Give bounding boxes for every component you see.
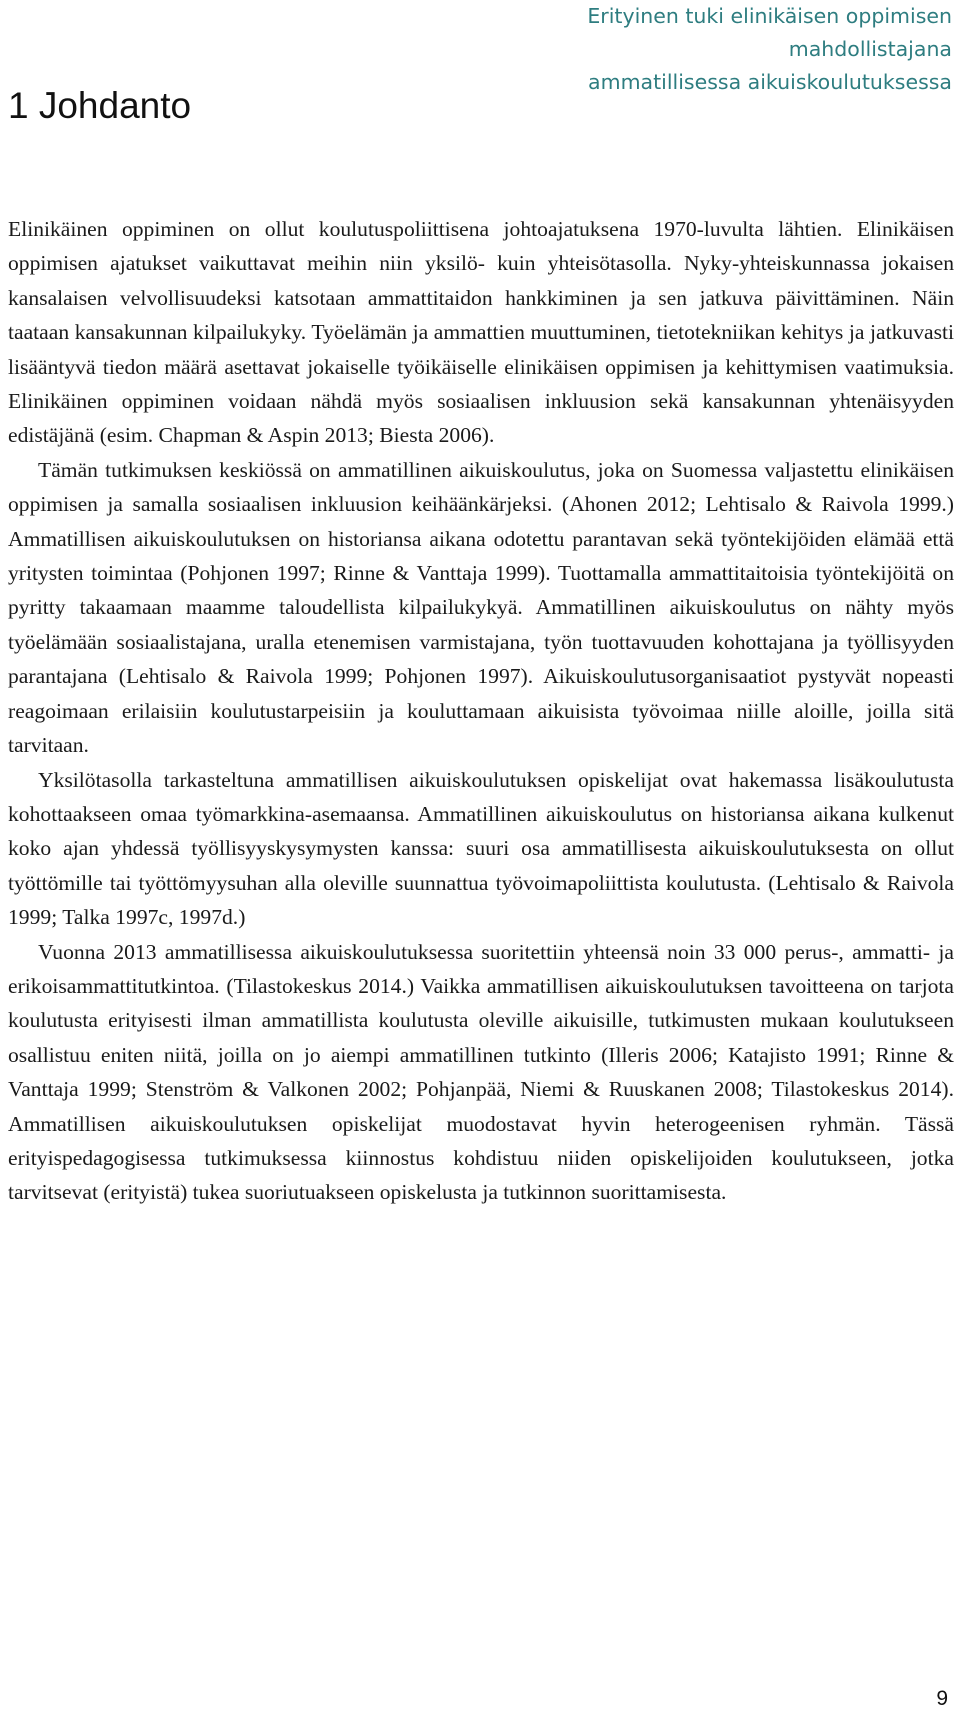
paragraph-1: Elinikäinen oppiminen on ollut koulutuspoliittisena johtoajatuksena 1970-luvulta lähtien. Elinikäisen oppimisen ajatukset vaikuttavat meihin niin yksilö- kuin yhteisötasolla. Nyky-yhteiskunnassa jokaisen kansalaisen velvollisuudeksi katsotaan ammattitaidon hankkiminen ja sen jatkuva päivittäminen. Näin taataan kansakunnan kilpailukyky. Työelämän ja ammattien muuttuminen, tietotekniikan kehitys ja jatkuvasti lisääntyvä tiedon määrä asettavat jokaiselle työikäiselle elinikäisen oppimisen ja kehittymisen vaatimuksia. Elinikäinen oppiminen voidaan nähdä myös sosiaalisen inkluusion sekä kansakunnan yhtenäisyyden edistäjänä (esim. Chapman & Aspin 2013; Biesta 2006). xyxy=(8,217,954,448)
paragraph-3: Yksilötasolla tarkasteltuna ammatillisen aikuiskoulutuksen opiskelijat ovat hakemassa lisäkoulutusta kohottaakseen omaa työmarkkina-asemaansa. Ammatillinen aikuiskoulutus on historiansa aikana kulkenut koko ajan yhdessä työllisyyskysymysten kanssa: suuri osa ammatillisesta aikuiskoulutuksesta on ollut työttömille tai työttömyysuhan alla oleville suunnattua työvoimapoliittista koulutusta. (Lehtisalo & Raivola 1999; Talka 1997c, 1997d.) xyxy=(8,767,954,930)
paragraph-2: Tämän tutkimuksen keskiössä on ammatillinen aikuiskoulutus, joka on Suomessa valjastettu elinikäisen oppimisen ja samalla sosiaalisen inkluusion keihäänkärjeksi. (Ahonen 2012; Lehtisalo & Raivola 1999.) Ammatillisen aikuiskoulutuksen on historiansa aikana odotettu parantavan sekä työntekijöiden elämää että yritysten toimintaa (Pohjonen 1997; Rinne & Vanttaja 1999). Tuottamalla ammattitaitoisia työntekijöitä on pyritty takaamaan maamme taloudellista kilpailukykyä. Ammatillinen aikuiskoulutus on nähty myös työelämään sosiaalistajana, uralla etenemisen varmistajana, työn tuottavuuden kohottajana ja työllisyyden parantajana (Lehtisalo & Raivola 1999; Pohjonen 1997). Aikuiskoulutusorganisaatiot pystyvät nopeasti reagoimaan erilaisiin koulutustarpeisiin ja kouluttamaan aikuisista työvoimaa niille aloille, joilla sitä tarvitaan. xyxy=(8,457,954,758)
paragraph-4: Vuonna 2013 ammatillisessa aikuiskoulutuksessa suoritettiin yhteensä noin 33 000 perus-, ammatti- ja erikoisammattitutkintoa. (Tilastokeskus 2014.) Vaikka ammatillisen aikuiskoulutuksen tavoitteena on tarjota koulutusta erityisesti ilman ammatillista koulutusta oleville aikuisille, tutkimusten mukaan koulutukseen osallistuu eniten niitä, joilla on jo aiempi ammatillinen tutkinto (Illeris 2006; Katajisto 1991; Rinne & Vanttaja 1999; Stenström & Valkonen 2002; Pohjanpää, Niemi & Ruuskanen 2008; Tilastokeskus 2014). Ammatillisen aikuiskoulutuksen opiskelijat muodostavat hyvin heterogeenisen ryhmän. Tässä erityispedagogisessa tutkimuksessa kiinnostus kohdistuu niiden opiskelijoiden koulutukseen, jotka tarvitsevat (erityistä) tukea suoriutuakseen opiskelusta ja tutkinnon suorittamisesta. xyxy=(8,939,954,1205)
chapter-heading: 1 Johdanto xyxy=(8,85,192,126)
page-number: 9 xyxy=(936,1687,948,1710)
body-text xyxy=(8,212,954,1210)
running-header-line-2: ammatillisessa aikuiskoulutuksessa xyxy=(588,70,952,94)
running-header-line-1: Erityinen tuki elinikäisen oppimisen mahdollistajana xyxy=(587,4,952,61)
running-header xyxy=(432,0,952,99)
